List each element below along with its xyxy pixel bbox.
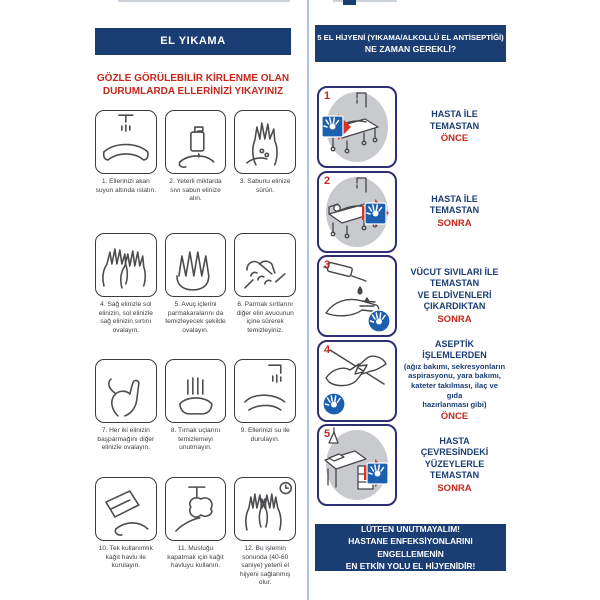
step-caption: 12. Bu işlemin sonunda (40-60 saniye) yeterli el hijyeni sağlanmış olur. (239, 545, 291, 587)
step-caption: 10. Tek kullanımlık kağıt havlu ile kurulayın. (98, 545, 153, 570)
hygiene-item (317, 423, 506, 508)
handwash-steps-grid (95, 110, 296, 592)
patient-bed-before-icon (317, 86, 397, 168)
handwash-subtitle (88, 72, 298, 98)
item-text-subline: (ağız bakımı, sekresyonların (403, 361, 506, 371)
step-caption: 11. Musluğu kapatmak için kağıt havluyu kullanın. (167, 545, 224, 570)
wet-hands-icon (95, 110, 157, 174)
handwash-step (234, 233, 296, 359)
step-caption: 4. Sağ elinizle sol elinizin, sol elinizle sağ elinizin sırtını ovalayın. (98, 301, 153, 334)
item-text-line: ÇIKARDIKTAN (423, 301, 486, 312)
item-text (397, 194, 506, 230)
body-fluids-icon (317, 255, 397, 337)
item-emphasis: ÖNCE (440, 410, 469, 422)
item-text-line: TEMASTAN (429, 120, 480, 131)
hygiene-item (317, 254, 506, 339)
step-caption: 6. Parmak sırtlarını diğer elin avucunun içine sürerek temizleyiniz. (236, 301, 294, 334)
step-caption: 3. Sabunu elinize sürün. (239, 178, 291, 194)
step-caption: 8. Tırnak uçlarını temizlemeyi unutmayın. (170, 427, 221, 452)
handwash-step (165, 359, 227, 477)
faucet-towel-icon (165, 477, 227, 541)
rinse-icon (234, 359, 296, 423)
item-text-line: TEMASTAN (429, 205, 480, 216)
item-number: 5 (324, 428, 331, 441)
item-text-line: VE ELDİVENLERİ (417, 289, 492, 300)
step-caption: 2. Yeterli miktarda sıvı sabun elinize alın. (169, 178, 222, 203)
patient-surroundings-icon (317, 424, 397, 506)
item-emphasis: SONRA (437, 482, 472, 494)
item-text-subline: hazırlanması gibi) (422, 400, 487, 410)
step-caption: 5. Avuç içlerini parmakaralarını da temizleyecek şekilde ovalayın. (165, 301, 226, 334)
handwash-step (165, 233, 227, 359)
item-text-line: ÇEVRESİNDEKİ (420, 447, 489, 458)
item-text (397, 436, 506, 495)
item-number: 2 (324, 174, 331, 187)
interlaced-palms-icon (165, 233, 227, 297)
item-number: 3 (324, 259, 331, 272)
item-text (397, 267, 506, 326)
item-text-line: YÜZEYLERLE (424, 458, 485, 469)
item-text-line: TEMASTAN (429, 470, 480, 481)
aseptic-procedure-icon (317, 340, 397, 422)
handwash-step (95, 233, 157, 359)
item-number: 1 (324, 90, 331, 103)
rub-backs-icon (95, 233, 157, 297)
item-emphasis: SONRA (437, 313, 472, 325)
item-text-subline: kateter takılması, ilaç ve gıda (411, 380, 498, 400)
handwash-step (234, 477, 296, 592)
handwash-section-title: EL YIKAMA (95, 28, 291, 55)
paper-towel-icon (95, 477, 157, 541)
cutoff-fragment (343, 0, 356, 5)
item-emphasis: ÖNCE (440, 133, 469, 145)
handwash-step (165, 477, 227, 592)
item-text-line: HASTA İLE (431, 193, 478, 204)
handwash-step (165, 110, 227, 233)
finger-backs-icon (234, 233, 296, 297)
handwash-step (95, 359, 157, 477)
column-divider (307, 0, 309, 600)
item-text (397, 339, 506, 423)
footer-box (315, 524, 506, 571)
hygiene-section-title (315, 25, 506, 62)
item-number: 4 (324, 343, 331, 356)
step-caption: 1. Ellerinizi akan suyun altında ıslatın. (95, 178, 157, 194)
hygiene-items (317, 85, 506, 508)
item-text (397, 109, 506, 145)
soap-dispenser-icon (165, 110, 227, 174)
footer-line: LÜTFEN UNUTMAYALIM! (361, 523, 460, 534)
item-text-subline: aspirasyonu, yara bakımı, (408, 371, 501, 381)
timer-hands-icon (234, 477, 296, 541)
step-caption: 9. Ellerinizi su ile durulayın. (240, 427, 290, 443)
item-text-line: TEMASTAN (429, 278, 480, 289)
handwash-step (234, 359, 296, 477)
subtitle-line: DURUMLARDA ELLERİNİZİ YIKAYINIZ (102, 86, 284, 97)
item-text-line: HASTA (439, 435, 470, 446)
handwash-step (95, 477, 157, 592)
thumb-rub-icon (95, 359, 157, 423)
handwash-step (234, 110, 296, 233)
item-emphasis: SONRA (437, 217, 472, 229)
subtitle-line: GÖZLE GÖRÜLEBİLİR KİRLENME OLAN (96, 73, 290, 84)
item-text-line: VÜCUT SIVILARI İLE (410, 266, 499, 277)
fingertips-icon (165, 359, 227, 423)
hygiene-item (317, 85, 506, 170)
patient-bed-after-icon (317, 171, 397, 253)
footer-line: EN ETKİN YOLU EL HİJYENİDİR! (345, 561, 476, 571)
hygiene-item (317, 170, 506, 255)
handwash-step (95, 110, 157, 233)
soap-palm-icon (234, 110, 296, 174)
footer-line: HASTANE ENFEKSİYONLARINI ENGELLEMENİN (348, 536, 473, 559)
step-caption: 7. Her iki elinizin başparmağını diğer elinizle ovalayın. (97, 427, 155, 452)
hygiene-title-line: 5 EL HİJYENİ (YIKAMA/ALKOLLÜ EL ANTİSEPTİĞİ) (317, 33, 504, 42)
hygiene-item (317, 339, 506, 424)
item-text-line: ASEPTİK İŞLEMLERDEN (422, 338, 487, 361)
item-text-line: HASTA İLE (431, 109, 478, 120)
cutoff-fragment (118, 0, 290, 2)
hygiene-title-line: NE ZAMAN GEREKLİ? (364, 44, 457, 54)
